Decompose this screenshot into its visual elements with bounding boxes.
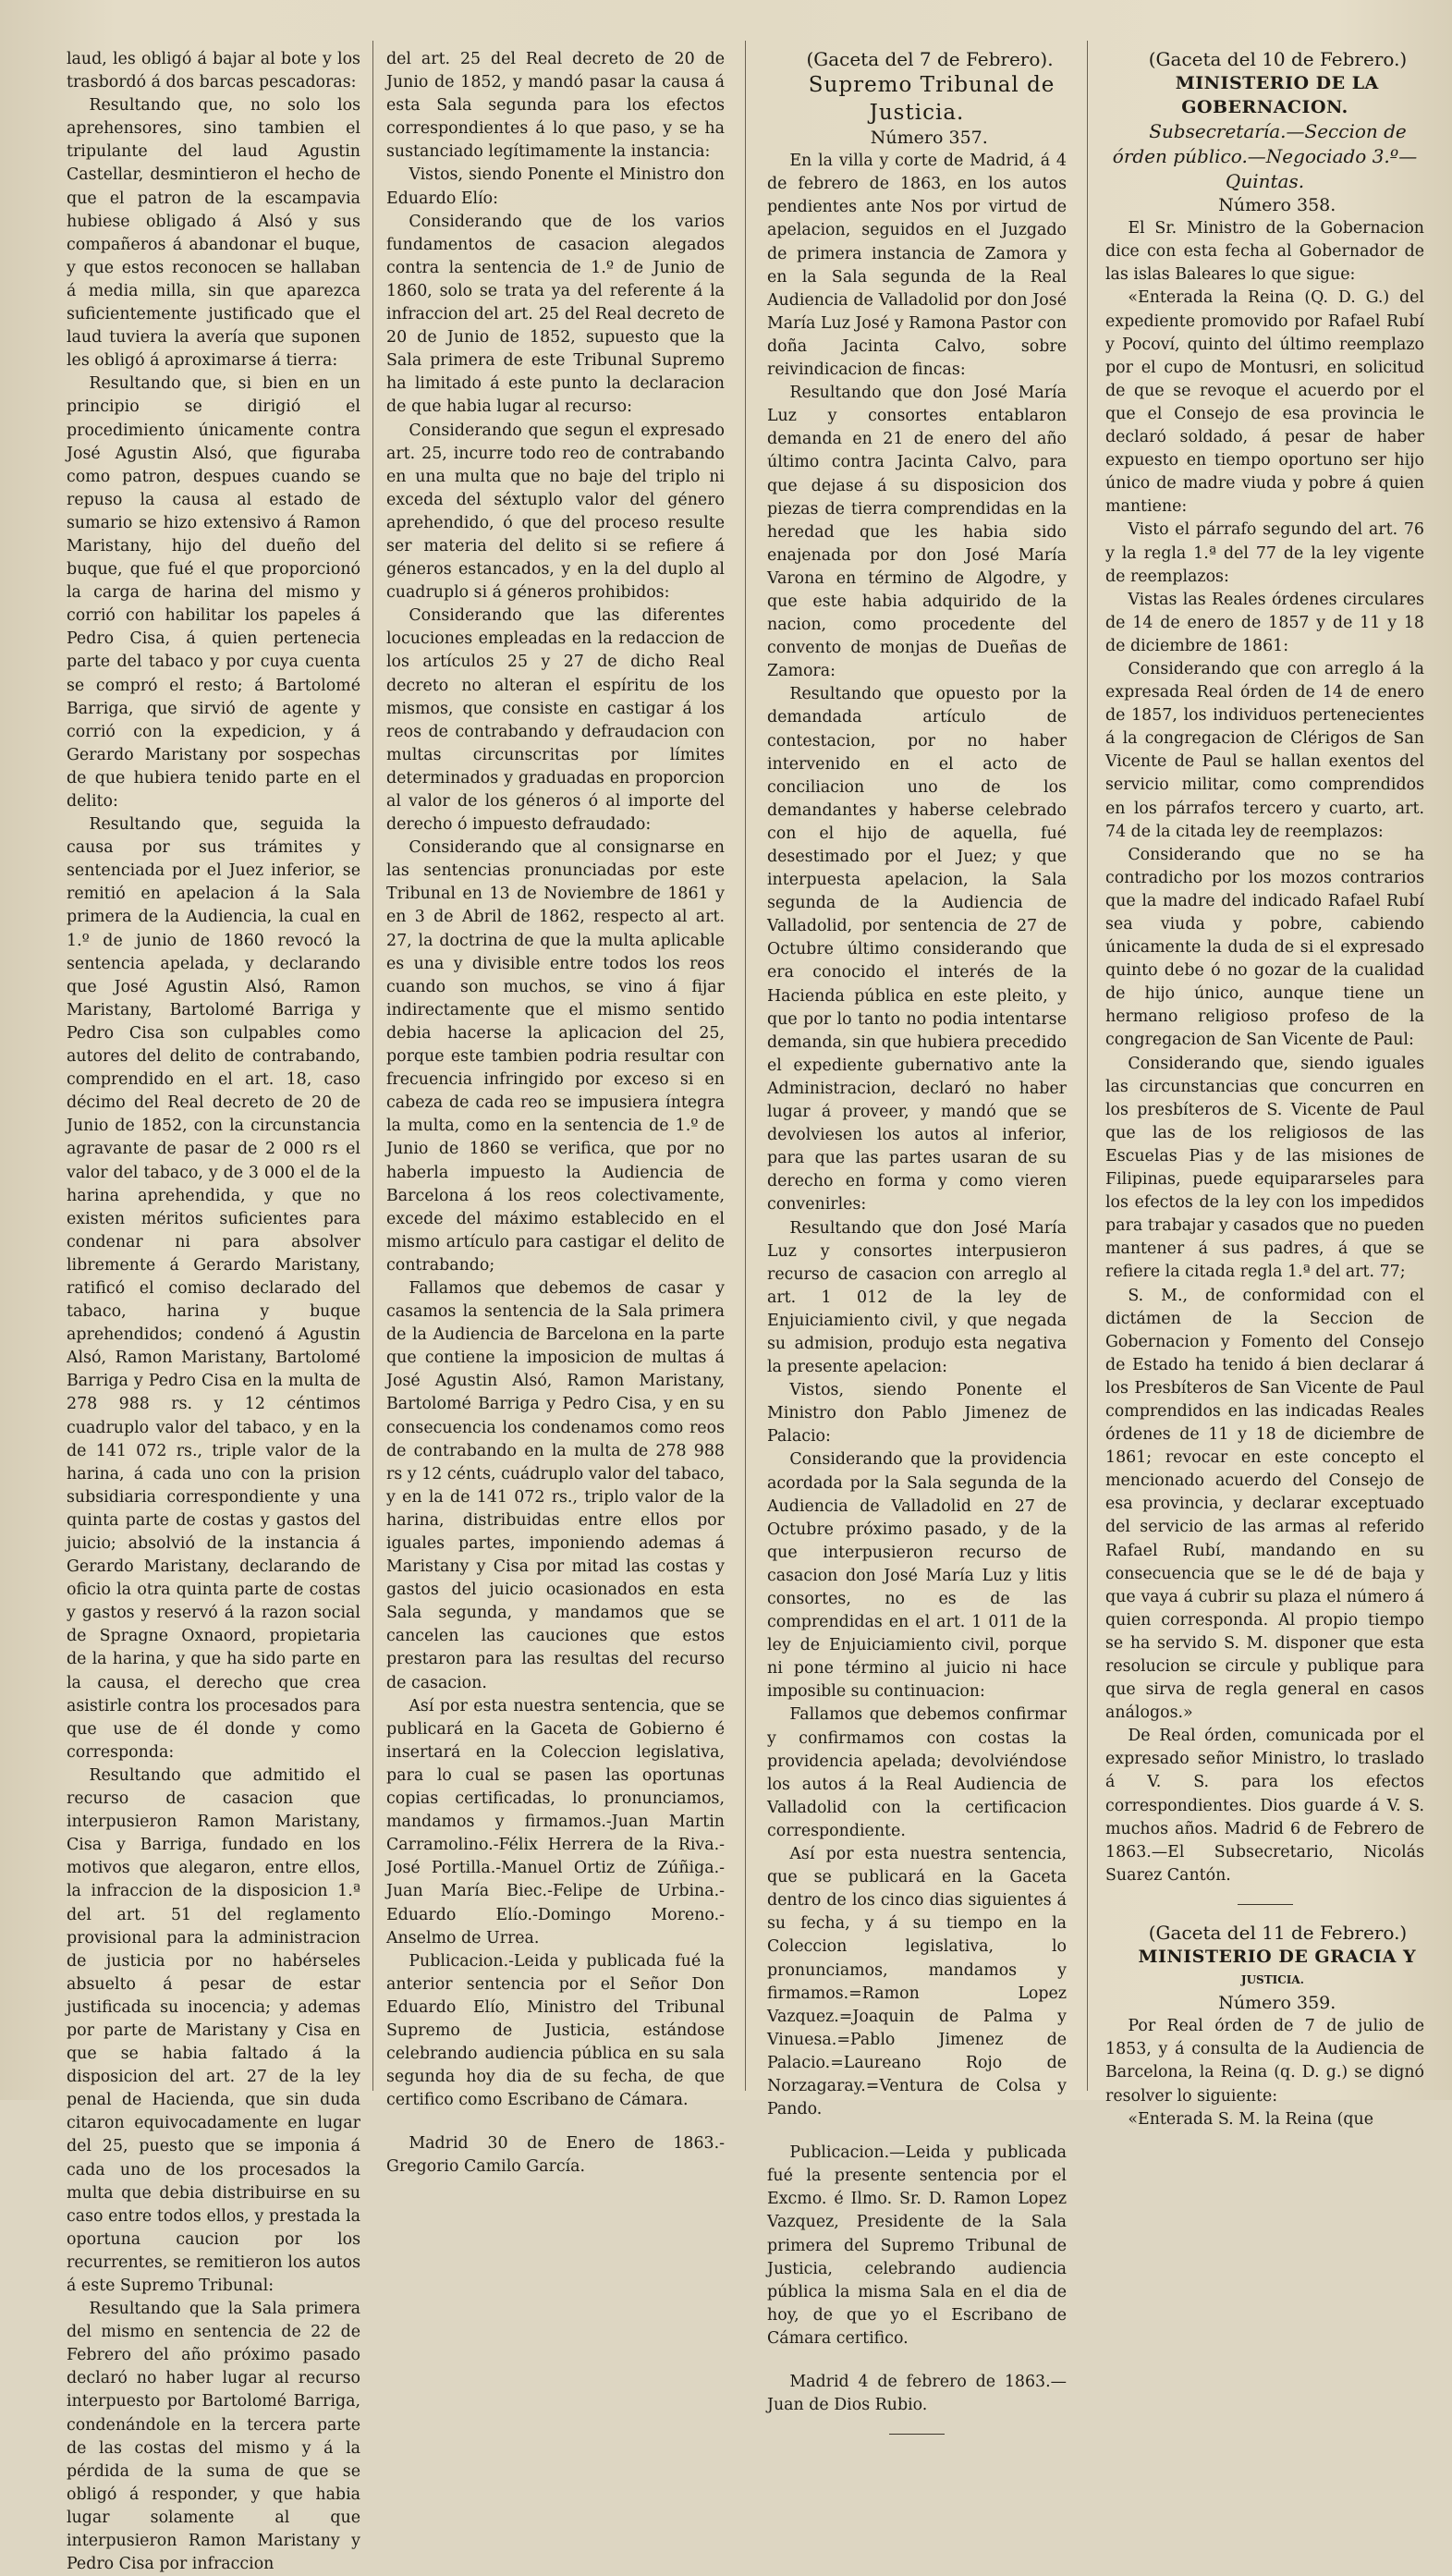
column-4: [1105, 48, 1424, 2129]
paragraph: Por Real órden de 7 de julio de 1853, y á consulta de la Audiencia de Barcelona, la Reina (q. D. g.) se dignó resolver lo siguiente:: [1105, 2017, 1424, 2106]
paragraph: Fallamos que debemos confirmar y confirmamos con costas la providencia apelada; devolviéndose los autos á la Real Audiencia de Valladolid con la certificacion correspondiente.: [767, 1705, 1067, 1840]
column-rule: [1087, 41, 1088, 2091]
paragraph: Fallamos que debemos de casar y casamos la sentencia de la Sala primera de la Audiencia de Barcelona en la parte que contiene la imposicion de multas á José Agustin Alsó, Ramon Maristany, Bartolomé Barriga y Pedro Cisa, y en su consecuencia los condenamos como reos de contrabando en la multa de 278 988 rs y 12 cénts, cuádruplo valor del tabaco, y en la de 141 072 rs., triplo valor de la harina, distribuidas entre ellos por iguales partes, imponiendo ademas á Maristany y Cisa por mitad las costas y gastos del juicio ocasionados en esta Sala segunda, y mandamos que se cancelen las cauciones que estos prestaron para las resultas del recurso de casacion.: [386, 1278, 725, 1692]
gaceta-date: (Gaceta del 10 de Febrero.): [1148, 48, 1408, 70]
section-heading-sub: JUSTICIA.: [1240, 1973, 1304, 1987]
section-heading: Supremo Tribunal de Justicia.: [808, 73, 1055, 126]
paragraph: «Enterada S. M. la Reina (que: [1128, 2109, 1374, 2129]
paragraph: Resultando que, seguida la causa por sus trámites y sentenciada por el Juez inferior, se remitió en apelacion á la Sala primera de la Audiencia, la cual en 1.º de junio de 1860 revocó la sentencia apelada, y declarando que José Agustin Alsó, Ramon Maristany, Bartolomé Barriga y Pedro Cisa son culpables como autores del delito de contrabando, comprendido en el art. 18, caso décimo del Real decreto de 20 de Junio de 1852, con la circunstancia agravante de pasar de 2 000 rs el valor del tabaco, y de 3 000 el de la harina aprehendida, y que no existen méritos suficientes para condenar ni para absolver libremente á Gerardo Maristany, ratificó el comiso declarado del tabaco, harina y buque aprehendidos; condenó á Agustin Alsó, Ramon Maristany, Bartolomé Barriga y Pedro Cisa en la multa de 278 988 rs. y 12 céntimos cuadruplo valor del tabaco, y en la de 141 072 rs., triple valor de la harina, á cada uno con la prision subsidiaria correspondiente y una quinta parte de costas y gastos del juicio; absolvió de la instancia á Gerardo Maristany, declarando de oficio la otra quinta parte de costas y gastos y reservó á la razon social de Spragne Oxnaord, propietaria de la harina, y que ha sido parte en la causa, el derecho que crea asistirle contra los procesados para que use de él donde y como corresponda:: [67, 815, 360, 1762]
signature-line: Madrid 30 de Enero de 1863.-Gregorio Camilo García.: [386, 2134, 725, 2177]
paragraph: Resultando que don José María Luz y consortes interpusieron recurso de casacion con arreglo al art. 1 012 de la ley de Enjuiciamiento civil, y que negada su admision, produjo esta negativa la presente apelacion:: [767, 1218, 1067, 1377]
paragraph: Visto el párrafo segundo del art. 76 y la regla 1.ª del 77 de la ley vigente de reemplazos:: [1105, 520, 1424, 586]
paragraph: Resultando que, no solo los aprehensores, sino tambien el tripulante del laud Agustin Castellar, desmintieron el hecho de que el patron de la escampavia hubiese obligado á Alsó y sus compañeros á abandonar el buque, y que estos reconocen se hallaban á media milla, sin que aparezca suficientemente justificado que el laud tuviera la avería que suponen les obligó á aproximarse á tierra:: [67, 96, 360, 371]
paragraph: Considerando que segun el expresado art. 25, incurre todo reo de contrabando en una multa que no baje del triplo ni exceda del séxtuplo valor del género aprehendido, ó que del proceso resulte ser materia del delito si se refiere á géneros estancados, y en la del duplo al cuadruplo si á géneros prohibidos:: [386, 421, 725, 603]
paragraph: Publicacion.-Leida y publicada fué la anterior sentencia por el Señor Don Eduardo Elío, Ministro del Tribunal Supremo de Justicia, estándose celebrando audiencia pública en su sala segunda hoy dia de su fecha, de que certifico como Escribano de Cámara.: [386, 1951, 725, 2110]
signature-line: Madrid 4 de febrero de 1863.—Juan de Dios Rubio.: [767, 2373, 1067, 2415]
item-number: Número 358.: [1218, 195, 1336, 216]
column-3: [767, 48, 1067, 2415]
paragraph: S. M., de conformidad con el dictámen de la Seccion de Gobernacion y Fomento del Consejo de Estado ha tenido á bien declarar á los Presbíteros de San Vicente de Paul comprendidos en las indicadas Reales órdenes de 11 y 18 de diciembre de 1861; revocar en este concepto el mencionado acuerdo del Consejo de esa provincia, y declarar exceptuado del servicio de las armas al referido Rafael Rubí, mandando en su consecuencia que se le dé de baja y que vaya á cubrir su plaza el número á quien corresponda. Al propio tiempo se ha servido S. M. disponer que esta resolucion se circule y publique para que sirva de regla general en casos análogos.»: [1105, 1286, 1424, 1723]
gaceta-date: (Gaceta del 7 de Febrero).: [806, 48, 1054, 70]
paragraph: Resultando que admitido el recurso de casacion que interpusieron Ramon Maristany, Cisa y Barriga, fundado en los motivos que alegaron, entre ellos, la infraccion de la disposicion 1.ª del art. 51 del reglamento provisional para la administracion de justicia por no habérseles absuelto á pesar de estar justificada su inocencia; y ademas por parte de Maristany y Cisa en que se habia faltado á la disposicion del art. 27 de la ley penal de Hacienda, que sin duda citaron equivocadamente en lugar del 25, puesto que se imponia á cada uno de los procesados la multa que debia distribuirse en su caso entre todos ellos, y prestada la oportuna caucion por los recurrentes, se remitieron los autos á este Supremo Tribunal:: [67, 1765, 360, 2295]
paragraph: Vistos, siendo Ponente el Ministro don Pablo Jimenez de Palacio:: [767, 1381, 1067, 1447]
paragraph: Considerando que de los varios fundamentos de casacion alegados contra la sentencia de 1.º de Junio de 1860, solo se trata ya del referente á la infraccion del art. 25 del Real decreto de 20 de Junio de 1852, supuesto que la Sala primera de este Tribunal Supremo ha limitado á este punto la declaracion de que habia lugar al recurso:: [386, 212, 725, 417]
paragraph: Considerando que la providencia acordada por la Sala segunda de la Audiencia de Valladolid en 27 de Octubre próximo pasado, y de la que interpusieron recurso de casacion don José María Luz y litis consortes, no es de las comprendidas en el art. 1 011 de la ley de Enjuiciamiento civil, porque ni pone término al juicio ni hace imposible su continuacion:: [767, 1450, 1067, 1702]
paragraph: Así por esta nuestra sentencia, que se publicará en la Gaceta de Gobierno é insertará en la Coleccion legislativa, para lo cual se pasen las oportunas copias certificadas, lo pronunciamos, mandamos y firmamos.-Juan Martin Carramolino.-Félix Herrera de la Riva.-José Portilla.-Manuel Ortiz de Zúñiga.-Juan María Biec.-Felipe de Urbina.-Eduardo Elío.-Domingo Moreno.-Anselmo de Urrea.: [386, 1696, 725, 1947]
paragraph: Resultando que la Sala primera del mismo en sentencia de 22 de Febrero del año próximo pasado declaró no haber lugar al recurso interpuesto por Bartolomé Barriga, condenándole en la tercera parte de las costas del mismo y á la pérdida de la suma de que se obligó á responder, y que habia lugar solamente al que interpusieron Ramon Maristany y Pedro Cisa por infraccion: [67, 2300, 360, 2574]
paragraph: Considerando que al consignarse en las sentencias pronunciadas por este Tribunal en 13 de Noviembre de 1861 y en 3 de Abril de 1862, respecto al art. 27, la doctrina de que la multa aplicable es una y divisible entre todos los reos cuando son muchos, se vino á fijar indirectamente que el mismo sentido debia hacerse la aplicacion del 25, porque este tambien podria resultar con frecuencia infringido por exceso si en cabeza de cada reo se impusiera íntegra la multa, como en la sentencia de 1.º de Junio de 1860 se verifica, que por no haberla impuesto la Audiencia de Barcelona á los reos colectivamente, excede del máximo establecido en el mismo artículo para castigar el delito de contrabando;: [386, 838, 725, 1275]
paragraph: Resultando que, si bien en un principio se dirigió el procedimiento únicamente contra José Agustin Alsó, que figuraba como patron, despues cuando se repuso la causa al estado de sumario se hizo extensivo á Ramon Maristany, hijo del dueño del buque, que fué el que proporcionó la carga de harina del mismo y corrió con habilitar los papeles á Pedro Cisa, á quien pertenecia parte del tabaco y por cuya cuenta se compró el resto; á Bartolomé Barriga, que sirvió de agente y corrió con la expedicion, y á Gerardo Maristany por sospechas de que hubiera tenido parte en el delito:: [67, 374, 360, 811]
paragraph: Resultando que don José María Luz y consortes entablaron demanda en 21 de enero del año último contra Jacinta Calvo, para que dejase á su disposicion dos piezas de tierra comprendidas en la heredad que les habia sido enajenada por don José María Varona en término de Algodre, y que este habia adquirido de la nacion, como procedente del convento de monjas de Dueñas de Zamora:: [767, 384, 1067, 681]
column-rule: [745, 41, 746, 2091]
separator-rule: [1238, 1904, 1293, 1905]
paragraph: Vistas las Reales órdenes circulares de 14 de enero de 1857 y de 11 y 18 de diciembre de 1861:: [1105, 590, 1424, 655]
paragraph: Considerando que, siendo iguales las circunstancias que concurren en los presbíteros de S. Vicente de Paul que las de los religiosos de las Escuelas Pias y de las misiones de Filipinas, puede equipararseles para los efectos de la ley con los impedidos para trabajar y casados que no pueden mantener á sus padres, á que se refiere la citada regla 1.ª del art. 77;: [1105, 1054, 1424, 1282]
paragraph: laud, les obligó á bajar al bote y los trasbordó á dos barcas pescadoras:: [67, 50, 360, 92]
paragraph: Vistos, siendo Ponente el Ministro don Eduardo Elío:: [386, 165, 725, 208]
paragraph: del art. 25 del Real decreto de 20 de Junio de 1852, y mandó pasar la causa á esta Sala segunda para los efectos correspondientes á lo que paso, y se ha sustanciado legítimamente la instancia:: [386, 50, 725, 162]
item-number: Número 357.: [870, 128, 988, 149]
column-2: [386, 48, 725, 2177]
paragraph: Así por esta nuestra sentencia, que se publicará en la Gaceta dentro de los cinco dias siguientes á su fecha, y á su tiempo en la Coleccion legislativa, lo pronunciamos, mandamos y firmamos.=Ramon Lopez Vazquez.=Joaquin de Palma y Vinuesa.=Pablo Jimenez de Palacio.=Laureano Rojo de Norzagaray.=Ventura de Colsa y Pando.: [767, 1845, 1067, 2119]
paragraph: Considerando que con arreglo á la expresada Real órden de 14 de enero de 1857, los individuos pertenecientes á la congregacion de Clérigos de San Vicente de Paul se hallan exentos del servicio militar, como comprendidos en los párrafos tercero y cuarto, art. 74 de la citada ley de reemplazos:: [1105, 659, 1424, 841]
paragraph: Considerando que no se ha contradicho por los mozos contrarios que la madre del indicado Rafael Rubí sea viuda y pobre, cabiendo únicamente la duda de si el expresado quinto debe ó no gozar de la cualidad de hijo único, aunque tiene un hermano religioso profeso de la congregacion de San Vicente de Paul:: [1105, 845, 1424, 1050]
paragraph: En la villa y corte de Madrid, á 4 de febrero de 1863, en los autos pendientes ante Nos por virtud de apelacion, seguidos en el Juzgado de primera instancia de Zamora y en la Sala segunda de la Real Audiencia de Valladolid por don José María Luz José y Ramona Pastor con doña Jacinta Calvo, sobre reivindicacion de fincas:: [767, 152, 1067, 380]
paragraph: De Real órden, comunicada por el expresado señor Ministro, lo traslado á V. S. para los efectos correspondientes. Dios guarde á V. S. muchos años. Madrid 6 de Febrero de 1863.—El Subsecretario, Nicolás Suarez Cantón.: [1105, 1727, 1424, 1885]
gaceta-date: (Gaceta del 11 de Febrero.): [1148, 1921, 1408, 1944]
column-rule: [372, 41, 373, 2091]
paragraph: Considerando que las diferentes locuciones empleadas en la redaccion de los artículos 25 y 27 de dicho Real decreto no alteran el espíritu de los mismos, que consiste en castigar á los reos de contrabando y defraudacion con multas circunscritas por límites determinados y graduadas en proporcion al valor de los géneros ó al importe del derecho ó impuesto defraudado:: [386, 606, 725, 835]
section-subtitle: Subsecretaría.—Seccion de órden público.—Negociado 3.º—Quintas.: [1112, 120, 1418, 193]
paragraph: Resultando que opuesto por la demandada artículo de contestacion, por no haber intervenido en el acto de conciliacion uno de los demandantes y haberse celebrado con el hijo de aquella, fué desestimado por el Juez; y que interpuesta apelacion, la Sala segunda de la Audiencia de Valladolid, por sentencia de 27 de Octubre último considerando que era conocido el interés de la Hacienda pública en este pleito, y que por lo tanto no podia intentarse demanda, sin que hubiera precedido el expediente gubernativo ante la Administracion, declaró no haber lugar á proveer, y mandó que se devolviesen los autos al inferior, para que las partes usaran de su derecho en forma y como vieren convenirles:: [767, 685, 1067, 1215]
section-heading: MINISTERIO DE GRACIA Y: [1138, 1947, 1417, 1968]
paragraph: El Sr. Ministro de la Gobernacion dice con esta fecha al Gobernador de las islas Baleares lo que sigue:: [1105, 219, 1424, 285]
paragraph: «Enterada la Reina (Q. D. G.) del expediente promovido por Rafael Rubí y Pocoví, quinto del último reemplazo por el cupo de Montusri, en solicitud de que se revoque el acuerdo por el que el Consejo de esa provincia le declaró soldado, á pesar de haber expuesto en tiempo oportuno ser hijo único de madre viuda y pobre á quien mantiene:: [1105, 288, 1424, 517]
separator-rule: [889, 2434, 945, 2435]
publication-note: Publicacion.—Leida y publicada fué la presente sentencia por el Excmo. é Ilmo. Sr. D. Ramon Lopez Vazquez, Presidente de la Sala primera del Supremo Tribunal de Justicia, celebrando audiencia pública la misma Sala en el dia de hoy, de que yo el Escribano de Cámara certifico.: [767, 2143, 1067, 2348]
column-1: [67, 48, 360, 2574]
item-number: Número 359.: [1218, 1993, 1336, 2014]
section-heading: MINISTERIO DE LA GOBERNACION.: [1175, 73, 1379, 118]
